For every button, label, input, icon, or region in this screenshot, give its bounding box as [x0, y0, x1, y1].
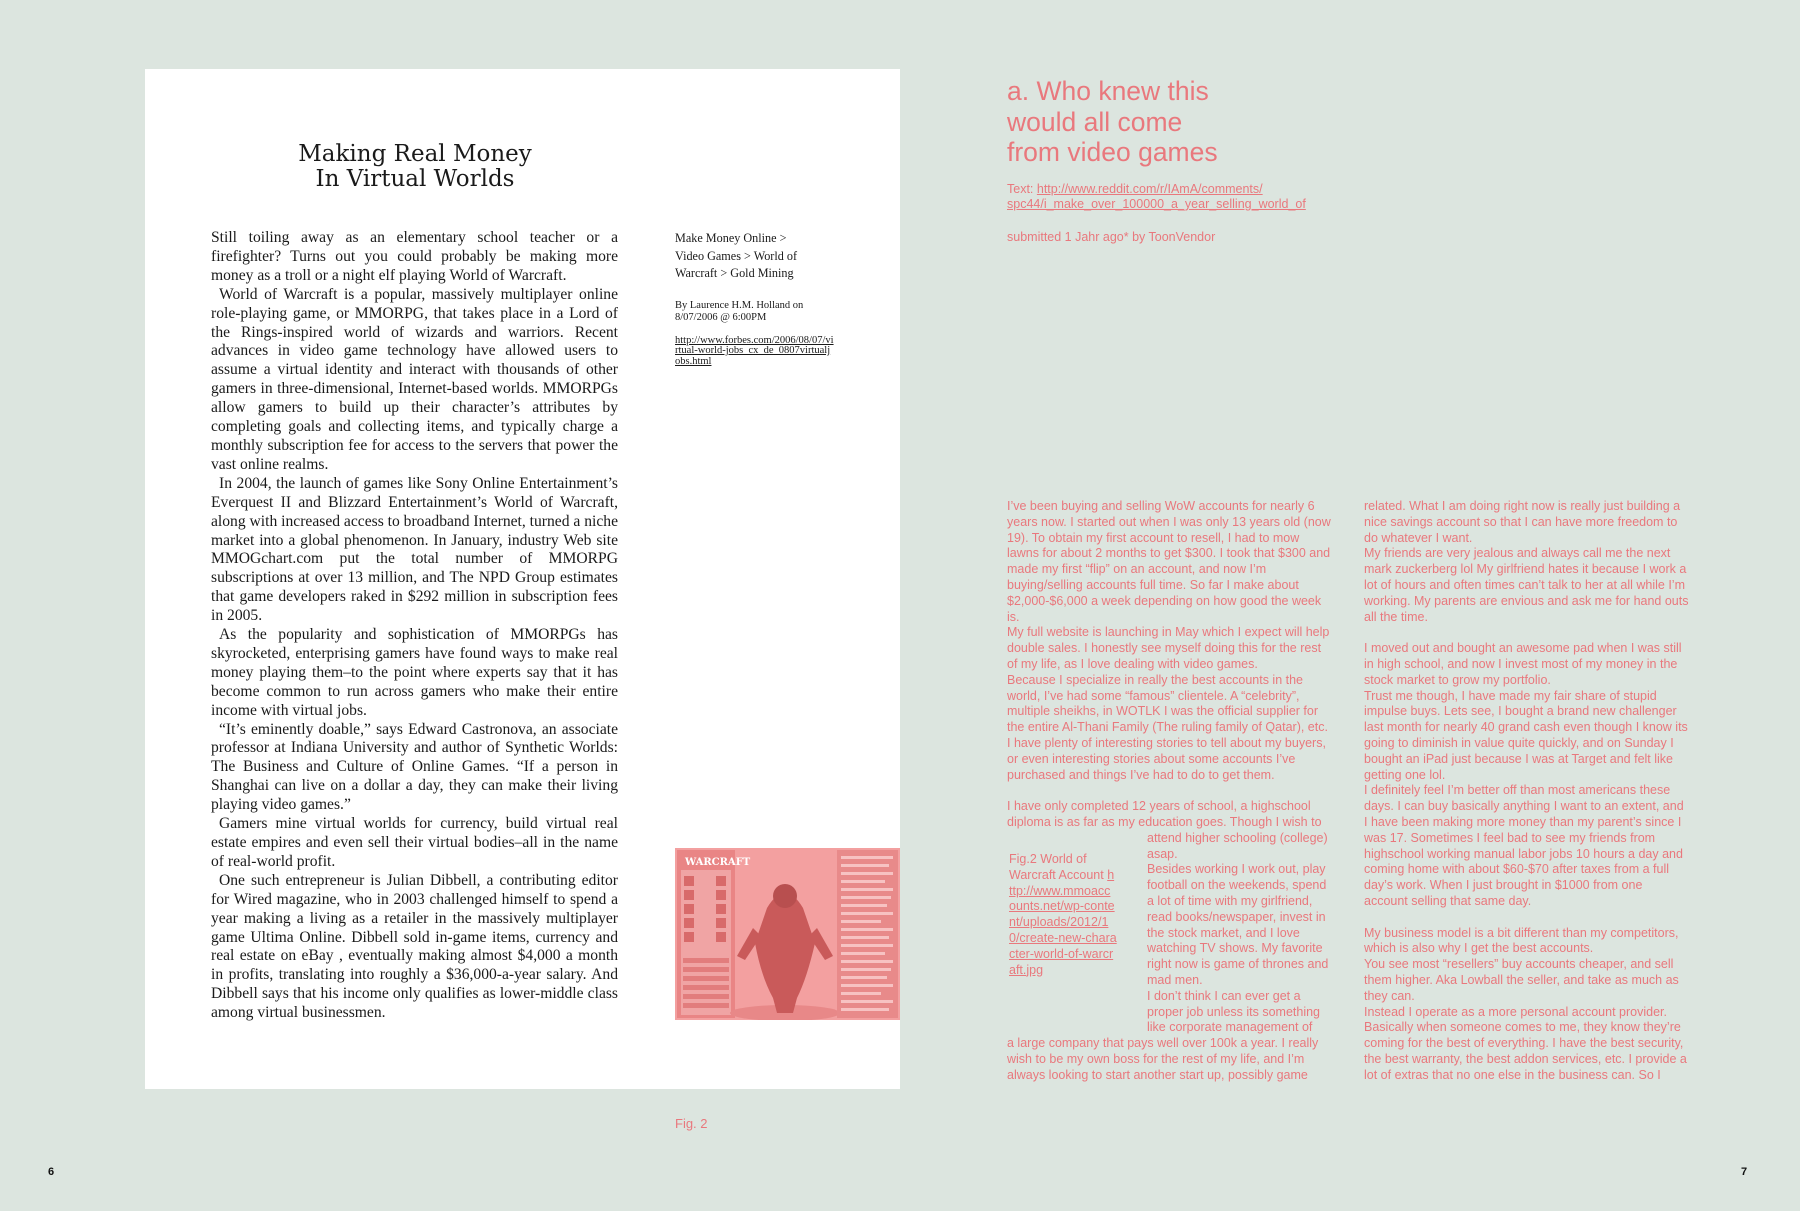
interview-paragraph: I moved out and bought an awesome pad when I was still in high school, and now I invest most of my money in the stock market to grow my portfolio.: [1364, 641, 1682, 687]
warcraft-logo: WARCRAFT: [685, 857, 751, 868]
interview-paragraph: Besides working I work out, play football on the weekends, spend a lot of time with my girlfriend, read books/newspaper, invest in the stock market, and I love watching TV shows. My favorite right now is game of thrones and mad men.: [1147, 862, 1329, 987]
interview-paragraph: My full website is launching in May which I expect will help double sales. I honestly see myself doing this for the rest of my life, as I love dealing with video games.: [1007, 625, 1330, 671]
article-paragraph: Still toiling away as an elementary school teacher or a firefighter? Turns out you could probably be making more money as a troll or a night elf playing World of Warcraft.: [211, 229, 618, 284]
breadcrumb-line: Warcraft > Gold Mining: [675, 266, 794, 280]
caption-link[interactable]: http://www.mmoaccounts.net/wp-content/uploads/2012/10/create-new-character-world-of-warcraft.jpg: [1009, 867, 1117, 977]
interview-paragraph: a large company that pays well over 100k a year. I really wish to be my own boss for the rest of my life, and I’m always looking to start another start up, possibly game: [1007, 1036, 1319, 1082]
breadcrumb: [675, 230, 835, 283]
article-sidebar: [675, 230, 835, 368]
figure-caption: [1009, 852, 1117, 978]
source-prefix: Text:: [1007, 182, 1037, 196]
section-heading-line: from video games: [1007, 137, 1218, 167]
article-title: [210, 142, 620, 192]
article-paragraph: One such entrepreneur is Julian Dibbell, a contributing editor for Wired magazine, who in 2003 challenged himself to spend a year making a living as a retailer in the massively multiplayer game Ultima Online. Dibbell sold in-game items, currency and real estate on eBay , eventually making almost $4,000 a month in profits, translating into roughly a $36,000-a-year salary. And Dibbell says that his income only qualifies as lower-middle class among virtual businessmen.: [211, 871, 618, 1022]
interview-column-2: [1364, 499, 1689, 1083]
interview-paragraph: My friends are very jealous and always call me the next mark zuckerberg lol My girlfriend hates it because I work a lot of hours and often times can’t talk to her at all while I’m working. My parents are envious and ask me for hand outs all the time.: [1364, 546, 1689, 624]
article-paragraph: World of Warcraft is a popular, massively multiplayer online role-playing game, or MMORPG, that takes place in a Lord of the Rings-inspired world of wizards and warriors. Recent advances in video game technology have allowed users to assume a virtual identity and interact with thousands of other gamers in three-dimensional, Internet-based worlds. MMORPGs allow gamers to build up their character’s attributes by completing goals and collecting items, and typically charge a monthly subscription fee for access to the servers that power the vast online realms.: [211, 285, 618, 473]
page-number-right: 7: [1741, 1166, 1748, 1178]
section-heading-line: a. Who knew this: [1007, 76, 1209, 106]
interview-paragraph: I definitely feel I’m better off than most americans these days. I can buy basically anything I want to an extent, and I have been making more money than my parent’s since I was 17. Sometimes I feel bad to see my friends from highschool working manual labor jobs 10 hours a day and coming home with about $60-$70 after taxes from a full day’s work. When I just brought in $1000 from one account selling that same day.: [1364, 783, 1684, 908]
breadcrumb-line: Video Games > World of: [675, 248, 798, 263]
interview-column-1: [1007, 499, 1332, 1083]
paragraph-gap: [1007, 783, 1332, 799]
page-number-left: 6: [48, 1166, 55, 1178]
article-paragraph: In 2004, the launch of games like Sony Online Entertainment’s Everquest II and Blizzard Entertainment’s World of Warcraft, along with increased access to broadband Internet, turned a niche market into a global phenomenon. In January, industry Web site MMOGchart.com put the total number of MMORPG subscriptions at over 13 million, and The NPD Group estimates that game developers raked in $292 million in subscription fees in 2005.: [211, 474, 619, 625]
interview-paragraph: My business model is a bit different than my competitors, which is also why I get the best accounts.: [1364, 925, 1679, 956]
forbes-source-link[interactable]: http://www.forbes.com/2006/08/07/virtual-world-jobs_cx_de_0807virtualjobs.html: [675, 334, 834, 367]
warcraft-screenshot-figure: [675, 848, 900, 1020]
article-paragraph: As the popularity and sophistication of MMORPGs has skyrocketed, enterprising gamers have found ways to make real money playing them–to the point where experts say that it has become common to run across gamers who make their entire income with virtual jobs.: [211, 626, 618, 719]
caption-text: Fig.2 World of Warcraft Account: [1009, 852, 1108, 882]
byline-author: By Laurence H.M. Holland on: [675, 299, 804, 311]
paragraph-gap: [1364, 625, 1689, 641]
interview-paragraph: I’ve been buying and selling WoW accounts for nearly 6 years now. I started out when I was only 13 years old (now 19). To obtain my first account to resell, I had to mow lawns for about 2 months to get $300. I took that $300 and made my first “flip” on an account, and now I’m buying/selling accounts full time. So far I make about $2,000-$6,000 a week depending on how good the week is.: [1007, 499, 1331, 624]
interview-paragraph: I have only completed 12 years of school, a highschool diploma is as far as my education goes. Though I wish to: [1007, 799, 1322, 829]
reddit-source: [1007, 182, 1347, 213]
interview-paragraph: I don’t think I can ever get a proper job unless its something like corporate management of: [1147, 988, 1321, 1035]
article-title-line: In Virtual Worlds: [315, 166, 515, 192]
section-heading: [1007, 76, 1307, 168]
reddit-source-link-cont[interactable]: spc44/i_make_over_100000_a_year_selling_world_of: [1007, 197, 1306, 212]
figure-label: Fig. 2: [675, 1116, 708, 1131]
interview-paragraph: related. What I am doing right now is really just building a nice savings account so that I can have more freedom to do whatever I want.: [1364, 499, 1681, 545]
byline-date: 8/07/2006 @ 6:00PM: [675, 311, 767, 323]
interview-paragraph: Instead I operate as a more personal account provider. Basically when someone comes to me, they know they’re coming for the best of everything. I have the best security, the best warranty, the best addon services, etc. I provide a lot of extras that no one else in the business can. So I: [1364, 1004, 1687, 1082]
submitted-info: submitted 1 Jahr ago* by ToonVendor: [1007, 230, 1216, 244]
interview-paragraph: attend higher schooling (college) asap.: [1147, 830, 1328, 861]
reddit-source-link[interactable]: http://www.reddit.com/r/IAmA/comments/: [1036, 182, 1263, 196]
article-body: [211, 229, 618, 1023]
paragraph-gap: [1364, 910, 1689, 926]
section-heading-line: would all come: [1007, 106, 1183, 137]
interview-paragraph: Because I specialize in really the best accounts in the world, I’ve had some “famous” clientele. A “celebrity”, multiple sheikhs, in WOTLK I was the official supplier for the entire Al-Thani Family (The ruling family of Qatar), etc. I have plenty of interesting stories to tell about my buyers, or even interesting stories about some accounts I’ve purchased and things I’ve had to do to get them.: [1007, 672, 1328, 782]
interview-paragraph: Trust me though, I have made my fair share of stupid impulse buys. Lets see, I bought a brand new challenger last month for nearly 40 grand cash even though I know its going to diminish in value quite quickly, and on Sunday I bought an iPad just because I was at Target and felt like getting one lol.: [1364, 688, 1688, 782]
breadcrumb-line: Make Money Online >: [675, 231, 787, 245]
warcraft-screenshot-image: [675, 848, 900, 1020]
byline: [675, 300, 835, 324]
article-paragraph: Gamers mine virtual worlds for currency, build virtual real estate empires and even sell their virtual bodies–all in the name of real-world profit.: [211, 815, 618, 870]
article-paragraph: “It’s eminently doable,” says Edward Castronova, an associate professor at Indiana University and author of Synthetic Worlds: The Business and Culture of Online Games. “If a person in Shanghai can live on a dollar a day, they can make their living playing video games.”: [211, 720, 618, 814]
interview-paragraph: You see most “resellers” buy accounts cheaper, and sell them higher. Aka Lowball the seller, and take as much as they can.: [1364, 957, 1679, 1003]
article-title-line: Making Real Money: [298, 141, 532, 167]
